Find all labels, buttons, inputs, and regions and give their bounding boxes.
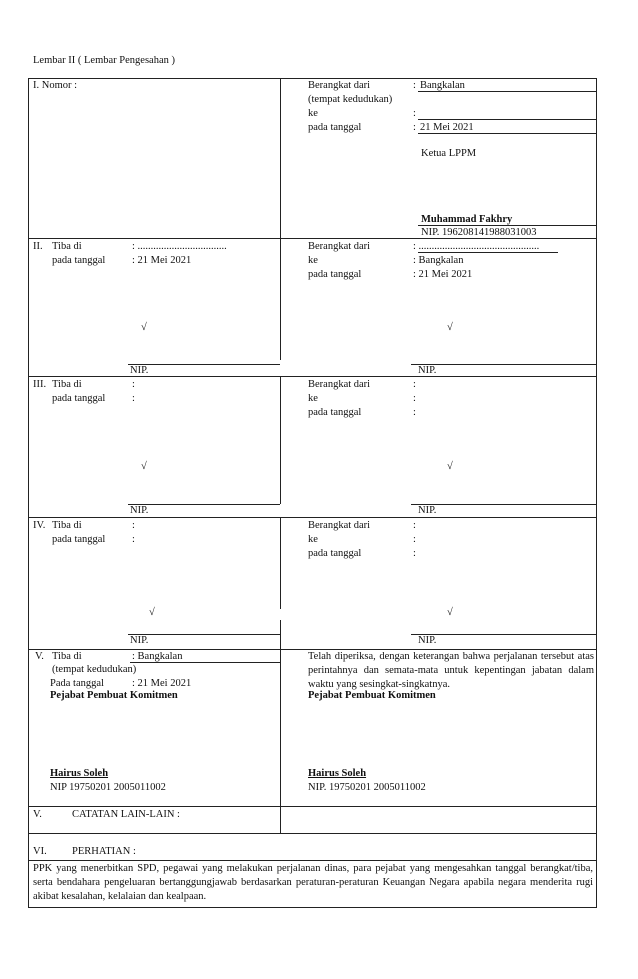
colon: : (413, 80, 416, 91)
check-mark-icon: √ (447, 461, 453, 472)
tiba-label: Tiba di (52, 520, 82, 531)
nip-label: NIP. (418, 635, 437, 646)
check-mark-icon: √ (141, 322, 147, 333)
colon: : (413, 520, 416, 531)
berangkat-label: Berangkat dari (308, 241, 371, 252)
ke-label: ke (308, 534, 318, 545)
nip-label: NIP. (418, 365, 437, 376)
tanggal-label: pada tanggal (308, 269, 362, 280)
check-mark-icon: √ (149, 607, 155, 618)
nip-label: NIP. (130, 365, 149, 376)
signer-nip: NIP. 196208141988031003 (421, 227, 537, 238)
tanggal-label: pada tanggal (308, 122, 362, 133)
section-number: VI. (33, 846, 47, 857)
signer-name: Muhammad Fakhry (421, 214, 513, 225)
tanggal-label: pada tanggal (52, 393, 106, 404)
pejabat-label: Pejabat Pembuat Komitmen (50, 690, 178, 701)
colon: : (413, 379, 416, 390)
colon: : (413, 548, 416, 559)
tanggal-label: pada tanggal (308, 548, 362, 559)
check-mark-icon: √ (447, 607, 453, 618)
tiba-value: : .................................. (132, 241, 227, 252)
pejabat-label: Pejabat Pembuat Komitmen (308, 690, 436, 701)
ke-label: ke (308, 393, 318, 404)
tanggal-value: 21 Mei 2021 (420, 122, 474, 133)
berangkat-label: Berangkat dari (308, 379, 371, 390)
tiba-label: Tiba di (52, 651, 82, 662)
section-number: V. (35, 651, 44, 662)
nip-label: NIP. (130, 505, 149, 516)
colon: : (413, 407, 416, 418)
signer-nip: NIP 19750201 2005011002 (50, 782, 166, 793)
colon: : (413, 108, 416, 119)
colon: : (132, 379, 135, 390)
section-number: V. (33, 809, 42, 820)
colon: : (413, 122, 416, 133)
jabatan: Ketua LPPM (421, 148, 477, 159)
signer-name: Hairus Soleh (50, 768, 109, 779)
colon: : (413, 393, 416, 404)
check-mark-icon: √ (447, 322, 453, 333)
ke-value: : Bangkalan (413, 255, 464, 266)
signer-nip: NIP. 19750201 2005011002 (308, 782, 426, 793)
tanggal-label: pada tanggal (308, 407, 362, 418)
colon: : (413, 534, 416, 545)
tanggal-value: : 21 Mei 2021 (132, 255, 192, 266)
berangkat-value: Bangkalan (420, 80, 465, 91)
tiba-label: Tiba di (52, 379, 82, 390)
signer-name: Hairus Soleh (308, 768, 367, 779)
berangkat-value: : .............................................. (413, 241, 540, 252)
berangkat-label: Berangkat dari (308, 520, 371, 531)
tiba-value: : Bangkalan (132, 651, 183, 662)
tanggal-value: : 21 Mei 2021 (132, 678, 192, 689)
check-mark-icon: √ (141, 461, 147, 472)
berangkat-label: Berangkat dari (308, 80, 371, 91)
nomor-label: I. Nomor : (33, 80, 78, 91)
tiba-label: Tiba di (52, 241, 82, 252)
nip-label: NIP. (418, 505, 437, 516)
section-number: II. (33, 241, 43, 252)
section-number: IV. (33, 520, 46, 531)
colon: : (132, 520, 135, 531)
tanggal-label: Pada tanggal (50, 678, 104, 689)
tanggal-value: : 21 Mei 2021 (413, 269, 473, 280)
ke-label: ke (308, 108, 318, 119)
tempat-kedudukan-label: (tempat kedudukan) (308, 94, 393, 105)
section-number: III. (33, 379, 47, 390)
colon: : (132, 393, 135, 404)
tanggal-label: pada tanggal (52, 255, 106, 266)
page-title: Lembar II ( Lembar Pengesahan ) (33, 55, 175, 66)
ke-label: ke (308, 255, 318, 266)
verification-text: Telah diperiksa, dengan keterangan bahwa perjalanan tersebut atas perintahnya dan semata-mata untuk kepentingan jabatan dalam waktu yang sesingkat-singkatnya. (308, 651, 594, 690)
perhatian-label: PERHATIAN : (72, 846, 136, 857)
catatan-label: CATATAN LAIN-LAIN : (72, 809, 180, 820)
perhatian-text: PPK yang menerbitkan SPD, pegawai yang melakukan perjalanan dinas, para pejabat yang mengesahkan tanggal berangkat/tiba, serta bendahara pengeluaran bertanggungjawab berdasarkan peraturan-peraturan Keuangan Negara apabila negara menderita rugi akibat kesalahan, kelalaian dan kealpaan. (33, 863, 593, 902)
tempat-kedudukan-label: (tempat kedudukan) (52, 664, 137, 675)
tanggal-label: pada tanggal (52, 534, 106, 545)
colon: : (132, 534, 135, 545)
nip-label: NIP. (130, 635, 149, 646)
